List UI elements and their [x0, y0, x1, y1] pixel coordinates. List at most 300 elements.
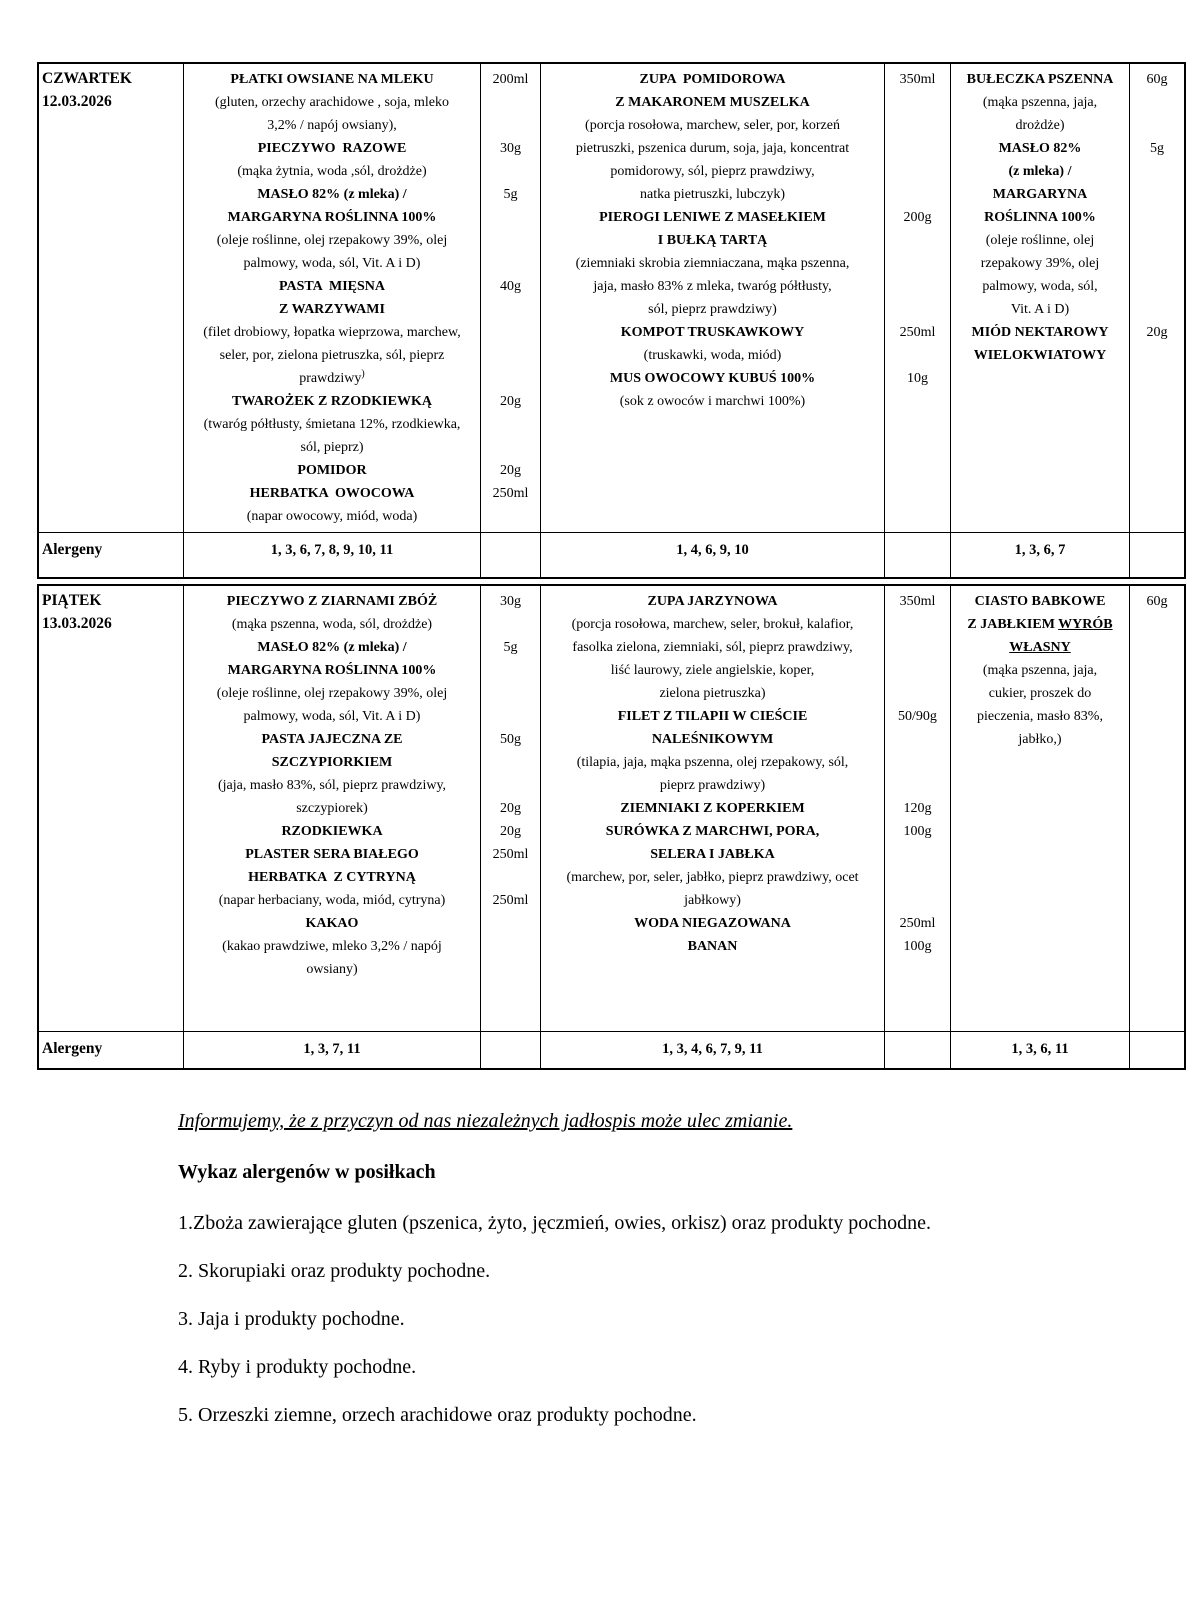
ingredient-line — [184, 958, 480, 981]
lunch-portions-cell — [884, 586, 950, 1031]
menu-line-text: jabłko,) — [1018, 732, 1062, 747]
portion-value: 350ml — [899, 594, 936, 609]
menu-line-text: jaja, masło 83% z mleka, twaróg półtłusty, — [593, 279, 832, 294]
portion-value: 20g — [500, 824, 521, 839]
portion-value: 250ml — [899, 916, 936, 931]
portion-value: 5g — [503, 640, 518, 655]
allergens-spacer — [480, 532, 540, 577]
snack-portions-cell — [1129, 64, 1184, 532]
menu-item-line — [951, 160, 1129, 183]
menu-line-text: I BUŁKĄ TARTĄ — [657, 233, 768, 248]
portion-value: 350ml — [899, 72, 936, 87]
portion-value: 60g — [1146, 594, 1168, 609]
menu-item-line — [184, 843, 480, 866]
breakfast-menu-cell — [183, 64, 480, 532]
ingredient-line — [184, 613, 480, 636]
menu-line-text: pomidorowy, sól, pieprz prawdziwy, — [610, 164, 815, 179]
ingredient-line — [541, 682, 884, 705]
menu-line-text: WODA NIEGAZOWANA — [634, 916, 791, 931]
allergens-snack-value: 1, 3, 6, 11 — [950, 1031, 1129, 1068]
portion-value: 250ml — [492, 486, 529, 501]
ingredient-line — [541, 160, 884, 183]
menu-line-text: ZUPA JARZYNOWA — [647, 594, 778, 609]
portion-spacer — [1130, 659, 1184, 682]
ingredient-line — [184, 321, 480, 344]
snack-menu-cell — [950, 586, 1129, 1031]
portion-spacer — [481, 436, 540, 459]
menu-line-text: zielona pietruszka) — [659, 686, 766, 701]
portion-spacer — [481, 367, 540, 390]
portion-value: 30g — [500, 141, 521, 156]
menu-item-line — [184, 482, 480, 505]
portion-value: 50g — [500, 732, 521, 747]
menu-line-text: PASTA JAJECZNA ZE — [261, 732, 403, 747]
menu-item-line — [184, 659, 480, 682]
menu-item-line — [184, 912, 480, 935]
menu-line-text: prawdziwy — [299, 371, 362, 386]
portion-spacer — [885, 183, 950, 206]
portion-spacer — [885, 91, 950, 114]
allergen-list — [178, 1210, 1008, 1429]
ingredient-line — [951, 252, 1129, 275]
allergen-list-item: 5. Orzeszki ziemne, orzech arachidowe oraz produkty pochodne. — [178, 1404, 697, 1426]
menu-line-text: (twaróg półtłusty, śmietana 12%, rzodkiewka, — [203, 417, 461, 432]
menu-line-text: (kakao prawdziwe, mleko 3,2% / napój — [222, 939, 442, 954]
menu-line-text: (mąka żytnia, woda ,sól, drożdże) — [237, 164, 427, 179]
menu-item-line — [541, 321, 884, 344]
menu-line-text: FILET Z TILAPII W CIEŚCIE — [617, 709, 808, 724]
portion-spacer — [481, 413, 540, 436]
portion-spacer — [481, 774, 540, 797]
portion-spacer — [1130, 183, 1184, 206]
menu-line-text: Z MAKARONEM MUSZELKA — [615, 95, 810, 110]
ingredient-line — [184, 229, 480, 252]
portion-spacer — [481, 321, 540, 344]
portion-spacer — [885, 728, 950, 751]
portion-spacer — [481, 912, 540, 935]
allergens-spacer — [884, 1031, 950, 1068]
day-date: 12.03.2026 — [42, 93, 112, 110]
allergens-row-label: Alergeny — [39, 532, 183, 577]
menu-line-text: rzepakowy 39%, olej — [980, 256, 1100, 271]
allergen-list-item: 1.Zboża zawierające gluten (pszenica, żyto, jęczmień, owies, orkisz) oraz produkty pochodne. — [178, 1212, 932, 1234]
menu-line-text: PIEROGI LENIWE Z MASEŁKIEM — [599, 210, 826, 225]
portion-spacer — [885, 889, 950, 912]
allergen-list-item: 3. Jaja i produkty pochodne. — [178, 1308, 405, 1330]
day-date: 13.03.2026 — [42, 615, 112, 632]
portion-spacer — [885, 866, 950, 889]
change-notice: Informujemy, że z przyczyn od nas niezależnych jadłospis może ulec zmianie. — [178, 1110, 793, 1132]
ingredient-line — [184, 91, 480, 114]
lunch-menu-cell — [540, 586, 884, 1031]
breakfast-portions-cell — [480, 586, 540, 1031]
ingredient-line — [184, 935, 480, 958]
ingredient-line — [184, 889, 480, 912]
breakfast-portions-cell — [480, 64, 540, 532]
ingredient-line — [541, 114, 884, 137]
menu-line-text: pieczenia, masło 83%, — [977, 709, 1103, 724]
menu-item-line — [184, 590, 480, 613]
menu-item-line — [184, 751, 480, 774]
portion-spacer — [885, 636, 950, 659]
menu-line-text: TWAROŻEK Z RZODKIEWKĄ — [232, 394, 432, 409]
menu-line-text: (porcja rosołowa, marchew, seler, brokuł, kalafior, — [571, 617, 854, 632]
menu-item-line — [184, 390, 480, 413]
portion-spacer — [1130, 636, 1184, 659]
menu-line-text: sól, pieprz) — [300, 440, 364, 455]
ingredient-line — [541, 390, 884, 413]
menu-item-line — [541, 912, 884, 935]
ingredient-line — [541, 636, 884, 659]
menu-item-line — [184, 459, 480, 482]
menu-line-text: SELERA I JABŁKA — [650, 847, 775, 862]
portion-spacer — [885, 774, 950, 797]
portion-spacer — [481, 659, 540, 682]
portion-value: 100g — [903, 824, 932, 839]
portion-spacer — [1130, 298, 1184, 321]
menu-line-text: (filet drobiowy, łopatka wieprzowa, marchew, — [203, 325, 461, 340]
ingredient-line — [541, 183, 884, 206]
ingredient-line — [541, 659, 884, 682]
menu-line-text: Z WARZYWAMI — [279, 302, 385, 317]
ingredient-line — [951, 229, 1129, 252]
portion-value: 250ml — [492, 893, 529, 908]
allergens-snack-value: 1, 3, 6, 7 — [950, 532, 1129, 577]
portion-spacer — [885, 114, 950, 137]
ingredient-line — [184, 160, 480, 183]
portion-spacer — [885, 275, 950, 298]
portion-value: 10g — [907, 371, 928, 386]
allergens-breakfast-value: 1, 3, 6, 7, 8, 9, 10, 11 — [183, 532, 480, 577]
ingredient-line — [541, 613, 884, 636]
menu-line-text: MUS OWOCOWY KUBUŚ 100% — [609, 371, 816, 386]
portion-spacer — [481, 206, 540, 229]
menu-line-text: BANAN — [687, 939, 738, 954]
menu-line-text: ROŚLINNA 100% — [984, 210, 1096, 225]
ingredient-line — [184, 505, 480, 528]
day-name: PIĄTEK — [42, 592, 102, 609]
portion-spacer — [885, 137, 950, 160]
menu-item-line — [541, 367, 884, 390]
lunch-menu-cell — [540, 64, 884, 532]
portion-spacer — [1130, 613, 1184, 636]
ingredient-line — [951, 298, 1129, 321]
menu-item-line — [184, 728, 480, 751]
menu-line-text: (ziemniaki skrobia ziemniaczana, mąka pszenna, — [575, 256, 850, 271]
menu-line-text: PLASTER SERA BIAŁEGO — [245, 847, 419, 862]
portion-value: 20g — [500, 463, 521, 478]
portion-spacer — [1130, 275, 1184, 298]
menu-line-text: POMIDOR — [297, 463, 367, 478]
menu-line-text: Z JABŁKIEM — [967, 617, 1059, 632]
menu-item-line — [951, 590, 1129, 613]
portion-spacer — [1130, 229, 1184, 252]
snack-portions-cell — [1129, 586, 1184, 1031]
ingredient-line — [541, 137, 884, 160]
menu-line-text: 3,2% / napój owsiany), — [267, 118, 397, 133]
menu-line-text: MASŁO 82% (z mleka) / — [257, 640, 407, 655]
portion-spacer — [885, 252, 950, 275]
menu-line-text: MASŁO 82% — [998, 141, 1082, 156]
menu-line-text: fasolka zielona, ziemniaki, sól, pieprz prawdziwy, — [572, 640, 853, 655]
portion-spacer — [1130, 682, 1184, 705]
menu-item-line — [541, 935, 884, 958]
menu-line-text: (jaja, masło 83%, sól, pieprz prawdziwy, — [217, 778, 447, 793]
allergens-row-label: Alergeny — [39, 1031, 183, 1068]
portion-value: 250ml — [492, 847, 529, 862]
allergens-lunch-value: 1, 3, 4, 6, 7, 9, 11 — [540, 1031, 884, 1068]
menu-item-line — [184, 206, 480, 229]
ingredient-line — [184, 682, 480, 705]
portion-spacer — [885, 160, 950, 183]
ingredient-line — [541, 275, 884, 298]
ingredient-line — [951, 275, 1129, 298]
portion-value: 50/90g — [898, 709, 937, 724]
menu-line-text: RZODKIEWKA — [281, 824, 383, 839]
allergen-list-item: 4. Ryby i produkty pochodne. — [178, 1356, 417, 1378]
menu-line-text: HERBATKA OWOCOWA — [249, 486, 415, 501]
menu-line-text: KAKAO — [305, 916, 359, 931]
menu-line-text: liść laurowy, ziele angielskie, koper, — [610, 663, 815, 678]
allergens-spacer — [480, 1031, 540, 1068]
ingredient-line — [184, 774, 480, 797]
menu-item-line — [184, 137, 480, 160]
menu-line-text: natka pietruszki, lubczyk) — [639, 187, 785, 202]
ingredient-line — [184, 705, 480, 728]
menu-line-text: drożdże) — [1015, 118, 1065, 133]
menu-line-text: palmowy, woda, sól, Vit. A i D) — [243, 709, 421, 724]
ingredient-line — [951, 659, 1129, 682]
menu-item-line — [184, 68, 480, 91]
menu-item-line — [951, 68, 1129, 91]
portion-spacer — [481, 505, 540, 528]
portion-spacer — [885, 682, 950, 705]
ingredient-line — [184, 367, 480, 390]
menu-line-text: WYRÓB — [1058, 617, 1113, 632]
menu-line-text: PASTA MIĘSNA — [278, 279, 386, 294]
ingredient-line — [541, 889, 884, 912]
menu-line-text: (napar owocowy, miód, woda) — [246, 509, 418, 524]
portion-value: 20g — [1146, 325, 1168, 340]
portion-spacer — [885, 298, 950, 321]
portion-value: 250ml — [899, 325, 936, 340]
allergens-lunch-value: 1, 4, 6, 9, 10 — [540, 532, 884, 577]
ingredient-line — [541, 866, 884, 889]
menu-item-line — [541, 843, 884, 866]
menu-item-line — [184, 866, 480, 889]
allergen-list-heading: Wykaz alergenów w posiłkach — [178, 1161, 436, 1183]
menu-line-text: Vit. A i D) — [1010, 302, 1070, 317]
menu-line-text: (sok z owoców i marchwi 100%) — [619, 394, 806, 409]
portion-value: 120g — [903, 801, 932, 816]
portion-spacer — [481, 705, 540, 728]
menu-line-text: ZIEMNIAKI Z KOPERKIEM — [620, 801, 805, 816]
menu-item-line — [541, 705, 884, 728]
menu-line-text: owsiany) — [306, 962, 358, 977]
portion-spacer — [481, 751, 540, 774]
menu-line-text: MASŁO 82% (z mleka) / — [257, 187, 407, 202]
menu-line-text: WIELOKWIATOWY — [973, 348, 1107, 363]
ingredient-line — [951, 728, 1129, 751]
portion-spacer — [1130, 252, 1184, 275]
menu-item-line — [184, 298, 480, 321]
menu-item-line — [184, 275, 480, 298]
lunch-portions-cell — [884, 64, 950, 532]
menu-line-text: (truskawki, woda, miód) — [643, 348, 782, 363]
portion-spacer — [885, 390, 950, 413]
ingredient-line — [951, 91, 1129, 114]
menu-line-text: KOMPOT TRUSKAWKOWY — [620, 325, 805, 340]
ingredient-line — [184, 413, 480, 436]
menu-line-text: (mąka pszenna, jaja, — [982, 95, 1098, 110]
menu-item-line — [951, 321, 1129, 344]
menu-line-text: SURÓWKA Z MARCHWI, PORA, — [605, 824, 820, 839]
menu-item-line — [951, 137, 1129, 160]
breakfast-menu-cell — [183, 586, 480, 1031]
ingredient-line — [951, 705, 1129, 728]
portion-spacer — [481, 958, 540, 981]
portion-spacer — [885, 751, 950, 774]
portion-value: 60g — [1146, 72, 1168, 87]
menu-item-line — [184, 820, 480, 843]
portion-value: 30g — [500, 594, 521, 609]
menu-line-text: MIÓD NEKTAROWY — [971, 325, 1109, 340]
allergens-spacer — [1129, 1031, 1184, 1068]
menu-line-text: jabłkowy) — [684, 893, 741, 908]
menu-line-text: (porcja rosołowa, marchew, seler, por, korzeń — [585, 118, 840, 133]
ingredient-line — [541, 252, 884, 275]
menu-line-text: palmowy, woda, sól, Vit. A i D) — [243, 256, 421, 271]
portion-value: 200ml — [492, 72, 529, 87]
portion-spacer — [1130, 206, 1184, 229]
portion-spacer — [885, 344, 950, 367]
menu-line-text: NALEŚNIKOWYM — [651, 732, 774, 747]
portion-spacer — [481, 866, 540, 889]
day-name: CZWARTEK — [42, 70, 132, 87]
menu-line-text: PŁATKI OWSIANE NA MLEKU — [230, 72, 434, 87]
portion-spacer — [885, 229, 950, 252]
menu-line-text: BUŁECZKA PSZENNA — [966, 72, 1114, 87]
menu-line-text: (oleje roślinne, olej — [985, 233, 1095, 248]
portion-spacer — [481, 298, 540, 321]
portion-spacer — [885, 659, 950, 682]
menu-item-line — [541, 206, 884, 229]
allergens-spacer — [1129, 532, 1184, 577]
portion-spacer — [1130, 91, 1184, 114]
day-header-cell — [39, 586, 183, 1031]
menu-line-text: MARGARYNA ROŚLINNA 100% — [227, 663, 437, 678]
ingredient-line — [541, 298, 884, 321]
allergens-spacer — [884, 532, 950, 577]
menu-item-line — [541, 68, 884, 91]
portion-value: 40g — [500, 279, 521, 294]
portion-value: 5g — [1150, 141, 1164, 156]
menu-line-text: sól, pieprz prawdziwy) — [648, 302, 777, 317]
menu-line-text: HERBATKA Z CYTRYNĄ — [248, 870, 416, 885]
menu-line-text: pietruszki, pszenica durum, soja, jaja, koncentrat — [575, 141, 850, 156]
ingredient-line — [184, 252, 480, 275]
menu-line-text: CIASTO BABKOWE — [974, 594, 1106, 609]
menu-line-text: pieprz prawdziwy) — [659, 778, 766, 793]
allergens-breakfast-value: 1, 3, 7, 11 — [183, 1031, 480, 1068]
ingredient-line — [541, 344, 884, 367]
portion-spacer — [481, 682, 540, 705]
portion-value: 100g — [903, 939, 932, 954]
menu-line-text: WŁASNY — [1009, 640, 1071, 655]
ingredient-line — [184, 797, 480, 820]
menu-line-text: seler, por, zielona pietruszka, sól, pieprz — [219, 348, 445, 363]
portion-value: 5g — [503, 187, 518, 202]
menu-line-text: (z mleka) / — [1008, 164, 1072, 179]
menu-item-line — [951, 636, 1129, 659]
portion-spacer — [885, 613, 950, 636]
menu-item-line — [951, 344, 1129, 367]
menu-line-text: (napar herbaciany, woda, miód, cytryna) — [218, 893, 446, 908]
portion-spacer — [481, 160, 540, 183]
menu-item-line — [541, 797, 884, 820]
menu-line-text: PIECZYWO Z ZIARNAMI ZBÓŻ — [226, 594, 438, 609]
footer-notes — [178, 1108, 1008, 1429]
menu-item-line — [541, 229, 884, 252]
menu-line-text: cukier, proszek do — [988, 686, 1092, 701]
portion-spacer — [481, 229, 540, 252]
portion-spacer — [481, 252, 540, 275]
ingredient-line — [541, 774, 884, 797]
menu-line-text: palmowy, woda, sól, — [982, 279, 1098, 294]
portion-value: 20g — [500, 801, 521, 816]
menu-item-line — [541, 590, 884, 613]
menu-item-line — [951, 183, 1129, 206]
menu-line-text: (mąka pszenna, woda, sól, drożdże) — [231, 617, 433, 632]
menu-line-text: MARGARYNA ROŚLINNA 100% — [227, 210, 437, 225]
portion-spacer — [885, 843, 950, 866]
menu-item-line — [541, 820, 884, 843]
ingredient-line — [184, 344, 480, 367]
ingredient-line — [541, 751, 884, 774]
portion-spacer — [1130, 160, 1184, 183]
menu-line-text: (gluten, orzechy arachidowe , soja, mleko — [214, 95, 450, 110]
menu-line-text: szczypiorek) — [296, 801, 368, 816]
portion-spacer — [1130, 705, 1184, 728]
ingredient-line — [184, 436, 480, 459]
allergen-list-item: 2. Skorupiaki oraz produkty pochodne. — [178, 1260, 491, 1282]
menu-line-text: (oleje roślinne, olej rzepakowy 39%, olej — [216, 686, 448, 701]
portion-value: 200g — [903, 210, 932, 225]
menu-line-text: (marchew, por, seler, jabłko, pieprz prawdziwy, ocet — [566, 870, 859, 885]
portion-spacer — [481, 935, 540, 958]
superscript-paren: ) — [361, 368, 365, 380]
menu-line-text: (tilapia, jaja, mąka pszenna, olej rzepakowy, sól, — [576, 755, 849, 770]
menu-line-text: SZCZYPIORKIEM — [271, 755, 393, 770]
snack-menu-cell — [950, 64, 1129, 532]
menu-line-text: (mąka pszenna, jaja, — [982, 663, 1098, 678]
portion-spacer — [1130, 344, 1184, 367]
day-header-cell — [39, 64, 183, 532]
menu-line-text: (oleje roślinne, olej rzepakowy 39%, olej — [216, 233, 448, 248]
menu-item-line — [951, 613, 1129, 636]
portion-spacer — [1130, 114, 1184, 137]
menu-item-line — [184, 183, 480, 206]
day-table — [37, 584, 1186, 1070]
menu-line-text: MARGARYNA — [992, 187, 1088, 202]
menu-line-text: ZUPA POMIDOROWA — [639, 72, 786, 87]
portion-spacer — [481, 114, 540, 137]
day-table — [37, 62, 1186, 579]
menu-item-line — [541, 728, 884, 751]
menu-item-line — [951, 206, 1129, 229]
portion-spacer — [1130, 728, 1184, 751]
menu-item-line — [184, 636, 480, 659]
